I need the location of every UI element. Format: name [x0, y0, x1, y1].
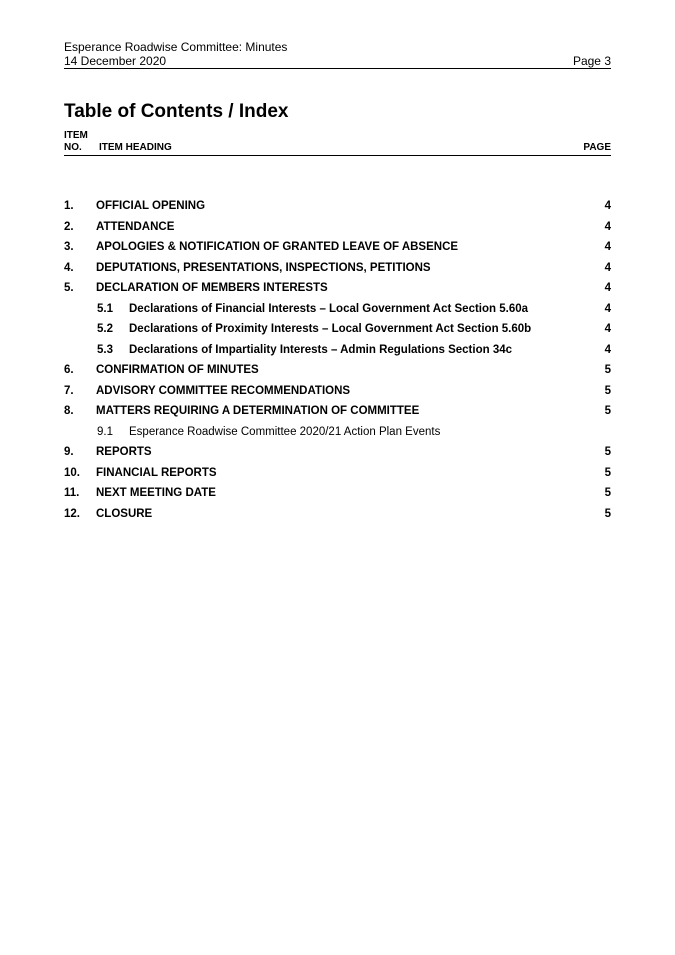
- toc-item-number: 5.: [64, 282, 74, 294]
- toc-item[interactable]: [64, 278, 611, 299]
- column-header-divider: [64, 155, 611, 156]
- toc-item-heading: Declarations of Proximity Interests – Local Government Act Section 5.60b: [129, 323, 532, 335]
- toc-item-page: 4: [604, 282, 611, 294]
- toc-item-number: 4.: [64, 261, 74, 274]
- toc-subitem[interactable]: [64, 299, 611, 320]
- toc-title: Table of Contents / Index: [64, 101, 289, 122]
- toc-item-number: 5.1: [97, 302, 113, 315]
- toc-item-heading: ATTENDANCE: [96, 220, 175, 233]
- toc-item[interactable]: [64, 196, 611, 217]
- toc-item-number: 5.2: [97, 323, 113, 335]
- toc-item-heading: CONFIRMATION OF MINUTES: [96, 364, 259, 376]
- toc-item-number: 12.: [64, 507, 80, 520]
- meeting-date: 14 December 2020: [64, 54, 167, 68]
- toc-item-page: 5: [604, 384, 611, 397]
- toc-item[interactable]: [64, 504, 611, 525]
- toc-item-page: 4: [604, 323, 611, 335]
- item-no-header-line1: ITEM: [64, 130, 88, 141]
- toc-item-page: 5: [604, 487, 611, 499]
- toc-item-heading: REPORTS: [96, 446, 152, 458]
- toc-item-heading: OFFICIAL OPENING: [96, 200, 206, 212]
- toc-list: [64, 196, 611, 524]
- toc-item[interactable]: [64, 360, 611, 381]
- toc-item-page: 5: [604, 507, 611, 520]
- toc-item[interactable]: [64, 463, 611, 484]
- toc-item-heading: Esperance Roadwise Committee 2020/21 Action Plan Events: [129, 425, 441, 438]
- item-no-header-line2: NO.: [64, 142, 82, 153]
- toc-item-heading: DECLARATION OF MEMBERS INTERESTS: [96, 282, 328, 294]
- page-header: [64, 40, 611, 68]
- toc-item-number: 11.: [64, 487, 80, 499]
- toc-item[interactable]: [64, 258, 611, 279]
- toc-item-page: 4: [604, 302, 611, 315]
- toc-item-page: 5: [604, 446, 611, 458]
- toc-subitem[interactable]: [64, 319, 611, 340]
- toc-item[interactable]: [64, 442, 611, 463]
- toc-subitem[interactable]: [64, 422, 611, 443]
- toc-item-number: 10.: [64, 466, 80, 479]
- toc-item-page: 5: [604, 364, 611, 376]
- toc-item-heading: NEXT MEETING DATE: [96, 487, 216, 499]
- toc-item-page: 4: [604, 261, 611, 274]
- toc-item-number: 2.: [64, 220, 74, 233]
- toc-item-heading: FINANCIAL REPORTS: [96, 466, 217, 479]
- toc-item-number: 9.: [64, 446, 74, 458]
- document-title: Esperance Roadwise Committee: Minutes: [64, 40, 288, 54]
- toc-item-page: 4: [604, 241, 611, 253]
- toc-item-heading: APOLOGIES & NOTIFICATION OF GRANTED LEAVE OF ABSENCE: [96, 241, 459, 253]
- toc-item-page: 5: [604, 466, 611, 479]
- toc-item-number: 7.: [64, 384, 74, 397]
- header-divider: [64, 68, 611, 69]
- toc-item-heading: DEPUTATIONS, PRESENTATIONS, INSPECTIONS, PETITIONS: [96, 261, 431, 274]
- toc-item-number: 3.: [64, 241, 74, 253]
- toc-item[interactable]: [64, 381, 611, 402]
- toc-item-heading: CLOSURE: [96, 507, 153, 520]
- toc-subitem[interactable]: [64, 340, 611, 361]
- page-header-label: PAGE: [583, 142, 611, 153]
- toc-item-heading: ADVISORY COMMITTEE RECOMMENDATIONS: [96, 384, 351, 397]
- toc-item[interactable]: [64, 483, 611, 504]
- toc-item-number: 1.: [64, 200, 74, 212]
- toc-item-number: 9.1: [97, 425, 113, 438]
- toc-item-number: 5.3: [97, 343, 113, 356]
- toc-item-page: 4: [604, 220, 611, 233]
- toc-item-heading: Declarations of Financial Interests – Local Government Act Section 5.60a: [129, 302, 529, 315]
- toc-item-heading: Declarations of Impartiality Interests – Admin Regulations Section 34c: [129, 343, 513, 356]
- toc-item-page: 5: [604, 405, 611, 417]
- toc-item[interactable]: [64, 401, 611, 422]
- toc-item[interactable]: [64, 217, 611, 238]
- toc-item-page: 4: [604, 343, 611, 356]
- page-number: Page 3: [572, 54, 611, 68]
- toc-item-number: 6.: [64, 364, 74, 376]
- toc-item-page: 4: [604, 200, 611, 212]
- toc-item-heading: MATTERS REQUIRING A DETERMINATION OF COMMITTEE: [96, 405, 420, 417]
- item-heading-header: ITEM HEADING: [99, 142, 172, 153]
- toc-item-number: 8.: [64, 405, 74, 417]
- toc-item[interactable]: [64, 237, 611, 258]
